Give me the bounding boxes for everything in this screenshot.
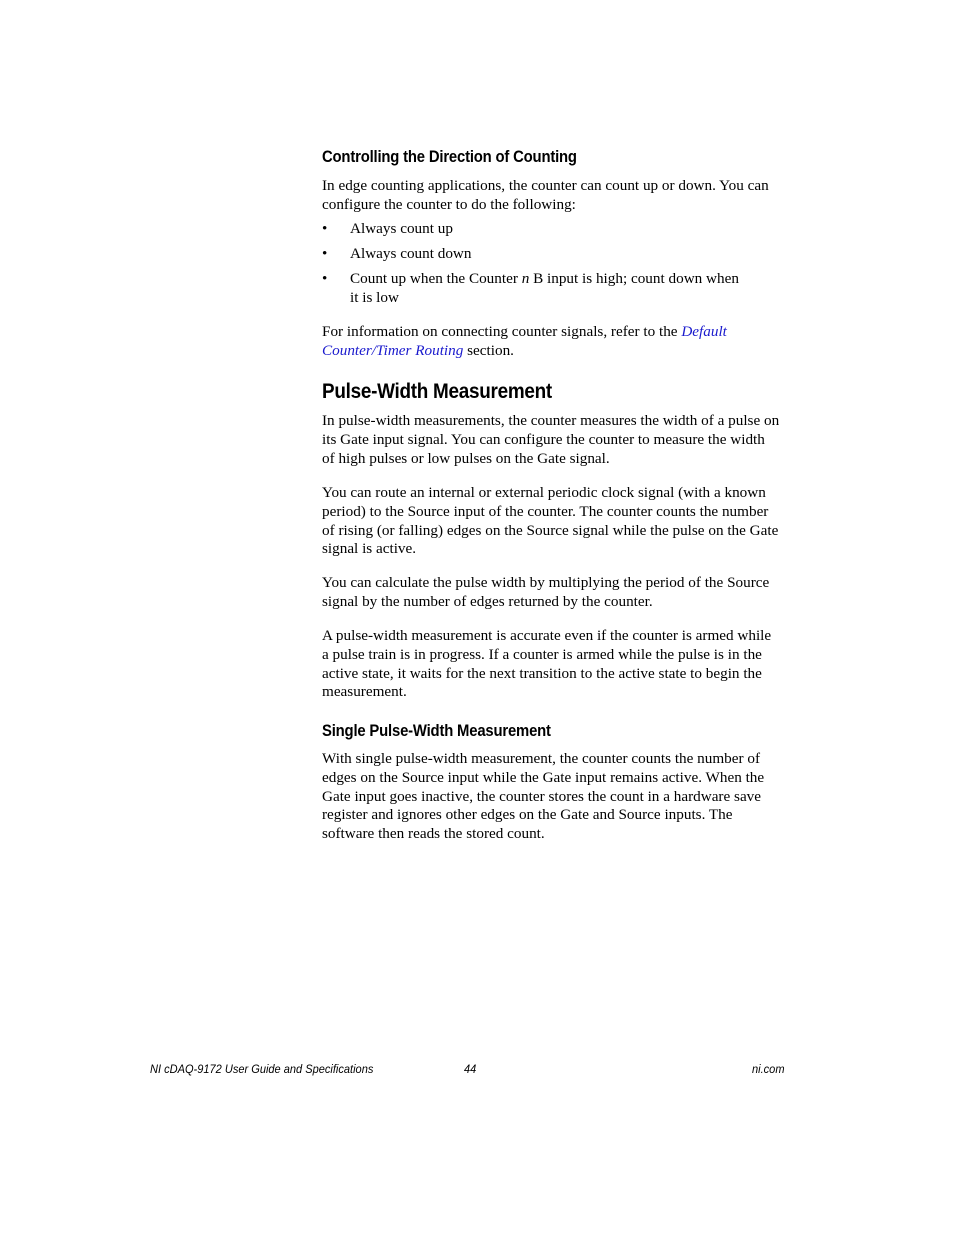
bullet-text: Count up when the Counter n B input is high; count down when [350,270,739,287]
list-item [322,270,787,310]
text-line: a pulse train is in progress. If a counter is armed while the pulse is in the [322,645,762,663]
list-item [322,220,787,240]
heading-controlling-direction: Controlling the Direction of Counting [322,148,577,166]
text-line: of high pulses or low pulses on the Gate signal. [322,449,610,467]
bullet-text: Always count up [350,220,453,237]
text-line: In edge counting applications, the counter can count up or down. You can [322,177,769,194]
footer-doc-title: NI cDAQ-9172 User Guide and Specifications [150,1062,374,1076]
text-line: signal is active. [322,540,417,558]
heading-pulse-width-measurement: Pulse-Width Measurement [322,380,552,403]
bullet-text: Always count down [350,245,472,262]
section-heading-direction [322,148,787,167]
section-heading-pulse-width [322,380,787,404]
link-default-counter-timer-routing-cont[interactable]: Counter/Timer Routing [322,341,464,359]
link-default-counter-timer-routing[interactable]: Default [681,323,727,340]
paragraph [322,627,787,702]
text-line: In pulse-width measurements, the counter measures the width of a pulse on [322,412,780,429]
paragraph [322,750,787,844]
text-line: edges on the Source input while the Gate input remains active. When the [322,768,765,786]
heading-single-pulse-width-measurement: Single Pulse-Width Measurement [322,722,551,740]
text-line: You can calculate the pulse width by multiplying the period of the Source [322,574,770,591]
bullet-marker: • [322,245,328,262]
paragraph [322,412,787,468]
section-heading-single-pulse-width [322,722,787,741]
paragraph [322,484,787,559]
text-line: active state, it waits for the next transition to the active state to begin the [322,664,762,682]
text-line: measurement. [322,683,407,701]
text-line: You can route an internal or external periodic clock signal (with a known [322,484,766,501]
bullet-marker: • [322,270,328,287]
text-line: With single pulse-width measurement, the counter counts the number of [322,750,761,767]
text-line: period) to the Source input of the counter. The counter counts the number [322,502,769,520]
footer-page-number: 44 [464,1062,477,1076]
footer-site[interactable]: ni.com [752,1062,785,1076]
text-line: Gate input goes inactive, the counter stores the count in a hardware save [322,787,762,805]
list-item [322,245,787,265]
text-line: signal by the number of edges returned by the counter. [322,592,653,610]
text-line: register and ignores other edges on the Gate and Source inputs. The [322,806,733,824]
text-line: its Gate input signal. You can configure the counter to measure the width [322,430,765,448]
text-line: software then reads the stored count. [322,825,545,843]
bullet-text-continued: it is low [350,288,399,306]
bullet-marker: • [322,220,328,237]
text-line: of rising (or falling) edges on the Source signal while the pulse on the Gate [322,521,779,539]
paragraph-info: For information on connecting counter signals, refer to the Default Counter/Timer Routing section. [322,323,727,359]
text-line: A pulse-width measurement is accurate even if the counter is armed while [322,627,772,644]
paragraph-direction-intro [322,177,787,215]
text-line: configure the counter to do the following: [322,195,576,213]
paragraph [322,574,787,612]
